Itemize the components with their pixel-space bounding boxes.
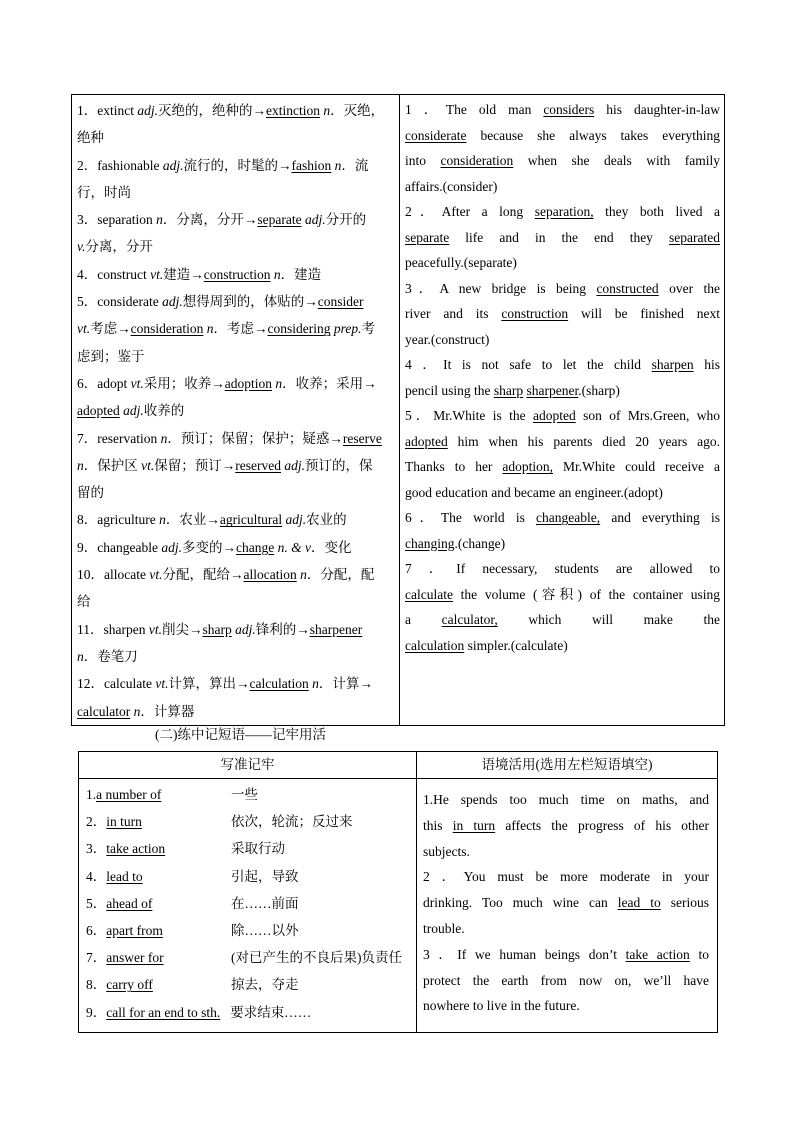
phrase-exercise-1: 1.He spends too much time on maths, and this in turn affects the progress of his other subjects. <box>423 792 709 859</box>
phrase-number: 7． <box>86 950 107 966</box>
phrase-meaning: 除……以外 <box>231 922 299 938</box>
phrase-row <box>86 999 412 1026</box>
word-family-list <box>72 95 400 726</box>
word-family-exercises <box>400 95 725 726</box>
word-item-5: 5．considerate adj.想得周到的，体贴的→consider vt.考虑→consideration n．考虑→considering prep.考 虑到；鉴于 <box>77 294 375 364</box>
phrase-number: 5． <box>86 895 107 911</box>
exercise-2: 2．After a long separation, they both lived a separate life and in the end they separated peacefully.(separate) <box>405 204 720 270</box>
phrase-meaning: (对已产生的不良后果)负责任 <box>231 950 402 966</box>
phrase-row <box>86 917 412 944</box>
phrase-exercise-3: 3 ．If we human beings don’t take action to protect the earth from now on, we’ll have nowhere to live in the future. <box>423 946 709 1014</box>
phrase-number: 6． <box>86 922 107 938</box>
word-family-table <box>71 94 725 726</box>
phrase-term <box>86 781 231 808</box>
phrase-number: 8． <box>86 977 107 993</box>
phrase-text: lead to <box>106 868 143 884</box>
exercise-7: 7 ．If necessary, students are allowed to calculate the volume (容积) of the container using a calculator, which will make the calculation simpler.(calculate) <box>405 561 720 653</box>
phrase-row <box>86 863 412 890</box>
phrase-row <box>86 781 412 808</box>
phrase-list <box>79 779 417 1033</box>
left-column-header: 写准记牢 <box>79 752 417 779</box>
phrase-meaning: 要求结束…… <box>230 1004 312 1020</box>
phrase-meaning: 采取行动 <box>231 841 285 857</box>
section-caption: (二)练中记短语——记牢用活 <box>155 727 326 742</box>
word-item-8: 8．agriculture n．农业→agricultural adj.农业的 <box>77 512 347 528</box>
word-item-2: 2．fashionable adj.流行的，时髦的→fashion n．流 行，时尚 <box>77 157 369 200</box>
phrase-term <box>86 835 231 862</box>
word-item-10: 10．allocate vt.分配，配给→allocation n．分配，配 给 <box>77 567 375 610</box>
phrase-number: 3． <box>86 841 107 857</box>
word-item-3: 3．separation n．分离，分开→separate adj.分开的 v.分离，分开 <box>77 212 367 255</box>
phrase-text: a number of <box>96 787 162 802</box>
phrase-meaning: 在……前面 <box>231 895 299 911</box>
phrase-term <box>86 863 231 890</box>
phrase-text: carry off <box>106 977 153 993</box>
phrase-number: 4． <box>86 868 107 884</box>
exercise-4: 4 ．It is not safe to let the child sharpen his pencil using the sharp sharpener.(sharp) <box>405 357 720 398</box>
phrase-row <box>86 890 412 917</box>
phrase-term <box>86 999 220 1026</box>
phrase-row <box>86 971 412 998</box>
word-item-7: 7．reservation n．预订；保留；保护；疑惑→reserve n．保护区 vt.保留；预订→reserved adj.预订的，保 留的 <box>77 430 382 501</box>
phrase-meaning: 依次，轮流；反过来 <box>231 814 353 830</box>
phrase-term <box>86 890 231 917</box>
phrase-text: ahead of <box>106 895 153 911</box>
phrase-meaning: 一些 <box>231 787 258 802</box>
word-item-11: 11．sharpen vt.削尖→sharp adj.锋利的→sharpener n．卷笔刀 <box>77 621 363 664</box>
right-column-header: 语境活用(选用左栏短语填空) <box>417 752 718 779</box>
word-item-9: 9．changeable adj.多变的→change n. & v．变化 <box>77 539 352 555</box>
phrase-exercises <box>417 779 718 1033</box>
word-item-1: 1．extinct adj.灭绝的，绝种的→extinction n．灭绝， 绝种 <box>77 103 385 146</box>
phrase-text: answer for <box>106 950 164 966</box>
exercise-1: 1 ．The old man considers his daughter-in-law considerate because she always takes everything into consideration when she deals with family affairs.(consider) <box>405 102 720 194</box>
phrase-text: in turn <box>106 814 142 830</box>
phrase-term <box>86 971 231 998</box>
phrase-number: 9． <box>86 1004 107 1020</box>
phrase-table <box>78 751 718 1033</box>
word-item-12: 12．calculate vt.计算，算出→calculation n．计算→ calculator n．计算器 <box>77 676 373 719</box>
phrase-row <box>86 835 412 862</box>
phrase-term <box>86 808 231 835</box>
exercise-5: 5．Mr.White is the adopted son of Mrs.Green, who adopted him when his parents died 20 years ago. Thanks to her adoption, Mr.White could receive a good education and became an engineer.(adopt) <box>405 408 720 500</box>
exercise-6: 6．The world is changeable, and everything is changing.(change) <box>405 510 720 551</box>
phrase-number: 1. <box>86 787 97 802</box>
phrase-text: take action <box>106 841 166 857</box>
word-item-6: 6．adopt vt.采用；收养→adoption n．收养；采用→ adopted adj.收养的 <box>77 375 377 419</box>
phrase-row <box>86 808 412 835</box>
phrase-row <box>86 944 412 971</box>
phrase-text: apart from <box>106 922 163 938</box>
phrase-exercise-2: 2 ．You must be more moderate in your drinking. Too much wine can lead to serious trouble. <box>423 869 709 936</box>
phrase-text: call for an end to sth. <box>106 1004 221 1020</box>
phrase-meaning: 掠去，夺走 <box>231 977 299 993</box>
phrase-meaning: 引起，导致 <box>231 868 299 884</box>
phrase-term <box>86 944 231 971</box>
exercise-3: 3．A new bridge is being constructed over the river and its construction will be finished next year.(construct) <box>405 280 720 347</box>
phrase-number: 2． <box>86 814 107 830</box>
word-item-4: 4．construct vt.建造→construction n．建造 <box>77 266 322 282</box>
phrase-term <box>86 917 231 944</box>
